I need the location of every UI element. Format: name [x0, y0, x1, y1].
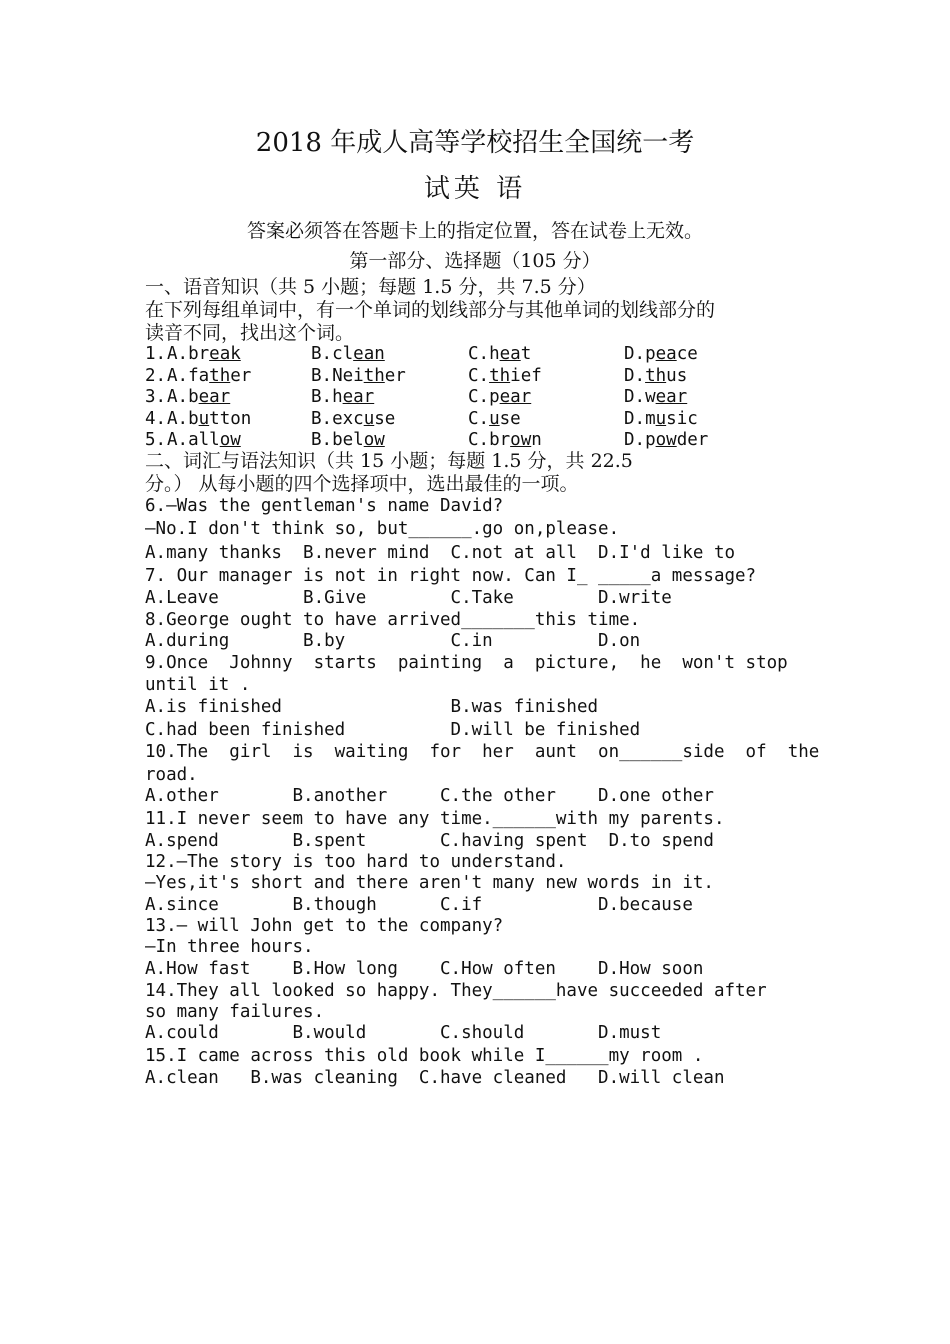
underlined-part: th — [645, 366, 667, 386]
exam-title-line2: 试英 语 — [423, 174, 527, 204]
underlined-part: ow — [219, 430, 241, 450]
option-text: us — [666, 366, 688, 386]
option-d — [624, 408, 698, 430]
option-a — [167, 386, 230, 408]
underlined-part: ea — [655, 344, 677, 364]
underlined-part: ear — [655, 387, 688, 407]
question-line: road. — [145, 765, 198, 785]
section2-heading-line2: 分。） 从每小题的四个选择项中，选出最佳的一项。 — [145, 473, 579, 495]
question-line: A.How fast B.How long C.How often D.How soon — [145, 959, 704, 979]
underlined-part: u — [363, 409, 375, 429]
option-text: er — [384, 366, 406, 386]
question-line: 6.—Was the gentleman's name David? — [145, 496, 504, 516]
option-b — [311, 386, 374, 408]
option-text: A.b — [167, 409, 199, 429]
section1-instruction-line1: 在下列每组单词中，有一个单词的划线部分与其他单词的划线部分的 — [145, 299, 716, 321]
option-text: C. — [468, 366, 490, 386]
question-line: A.Leave B.Give C.Take D.write — [145, 588, 672, 608]
question-line: 15.I came across this old book while I______my room . — [145, 1046, 704, 1066]
option-text: C.h — [468, 344, 500, 364]
option-text: D.p — [624, 430, 656, 450]
question-number: 1. — [145, 344, 167, 364]
section2-heading-line1: 二、词汇与语法知识（共 15 小题；每题 1.5 分，共 22.5 — [145, 450, 633, 472]
question-line: 10.The girl is waiting for her aunt on______side of the — [145, 742, 820, 762]
option-text: A.fa — [167, 366, 210, 386]
option-c — [468, 408, 521, 430]
option-b — [311, 343, 385, 365]
option-text: D.p — [624, 344, 656, 364]
question-line: 9.Once Johnny starts painting a picture, he won't stop — [145, 653, 788, 673]
question-line: A.clean B.was cleaning C.have cleaned D.will clean — [145, 1068, 725, 1088]
underlined-part: ow — [363, 430, 385, 450]
option-text: ce — [676, 344, 698, 364]
option-text: ief — [510, 366, 542, 386]
question-line: until it . — [145, 675, 251, 695]
part-title: 第一部分、选择题（105 分） — [349, 250, 601, 272]
underlined-part: ear — [198, 387, 231, 407]
option-text: der — [676, 430, 709, 450]
underlined-part: ean — [353, 344, 385, 364]
option-b — [311, 429, 385, 451]
option-text: B.h — [311, 387, 343, 407]
question-line: —No.I don't think so, but______.go on,please. — [145, 519, 620, 539]
underlined-part: ow — [510, 430, 532, 450]
exam-instruction: 答案必须答在答题卡上的指定位置，答在试卷上无效。 — [246, 220, 703, 242]
option-d — [624, 429, 708, 451]
question-line: so many failures. — [145, 1002, 325, 1022]
option-d — [624, 343, 698, 365]
option-text: D. — [624, 366, 646, 386]
option-a — [167, 343, 241, 365]
underlined-part: ear — [499, 387, 532, 407]
option-text: D.w — [624, 387, 656, 407]
question-line: A.since B.though C.if D.because — [145, 895, 693, 915]
underlined-part: ea — [499, 344, 521, 364]
option-text: A.all — [167, 430, 220, 450]
option-text: C.p — [468, 387, 500, 407]
option-text: C.br — [468, 430, 511, 450]
question-line: 14.They all looked so happy. They______have succeeded after — [145, 981, 767, 1001]
option-text: n — [531, 430, 542, 450]
option-text: B.bel — [311, 430, 364, 450]
option-c — [468, 365, 542, 387]
option-text: B.Nei — [311, 366, 364, 386]
option-a — [167, 365, 251, 387]
question-line: A.is finished B.was finished — [145, 697, 599, 717]
option-text: B.cl — [311, 344, 354, 364]
option-b — [311, 408, 395, 430]
option-c — [468, 386, 531, 408]
question-line: A.spend B.spent C.having spent D.to spend — [145, 831, 714, 851]
option-text: t — [520, 344, 532, 364]
option-text: se — [499, 409, 521, 429]
underlined-part: u — [655, 409, 667, 429]
option-text: D.m — [624, 409, 656, 429]
question-line: 13.— will John get to the company? — [145, 916, 504, 936]
option-text: se — [374, 409, 396, 429]
option-text: er — [230, 366, 252, 386]
question-line: A.could B.would C.should D.must — [145, 1023, 662, 1043]
section1-heading: 一、语音知识（共 5 小题；每题 1.5 分，共 7.5 分） — [145, 276, 596, 298]
question-number: 5. — [145, 430, 167, 450]
question-line: A.during B.by C.in D.on — [145, 631, 641, 651]
question-line: A.many thanks B.never mind C.not at all D.I'd like to — [145, 543, 736, 563]
section1-instruction-line2: 读音不同，找出这个词。 — [145, 322, 355, 344]
question-line: 8.George ought to have arrived_______this time. — [145, 610, 641, 630]
underlined-part: u — [198, 409, 210, 429]
underlined-part: th — [363, 366, 385, 386]
underlined-part: eak — [209, 344, 241, 364]
question-line: 7. Our manager is not in right now. Can I_ _____a message? — [145, 566, 757, 586]
option-d — [624, 365, 687, 387]
exam-title-line1: 2018 年成人高等学校招生全国统一考 — [255, 128, 695, 158]
option-b — [311, 365, 406, 387]
option-text: A.br — [167, 344, 210, 364]
option-a — [167, 408, 251, 430]
option-text: B.exc — [311, 409, 364, 429]
option-text: A.b — [167, 387, 199, 407]
option-c — [468, 343, 531, 365]
question-number: 4. — [145, 409, 167, 429]
question-line: 11.I never seem to have any time.______with my parents. — [145, 809, 725, 829]
option-c — [468, 429, 542, 451]
option-text: C. — [468, 409, 490, 429]
question-line: —Yes,it's short and there aren't many new words in it. — [145, 873, 714, 893]
underlined-part: ow — [655, 430, 677, 450]
underlined-part: u — [489, 409, 500, 429]
underlined-part: th — [489, 366, 511, 386]
question-number: 2. — [145, 366, 167, 386]
question-line: —In three hours. — [145, 937, 314, 957]
underlined-part: th — [209, 366, 231, 386]
question-number: 3. — [145, 387, 167, 407]
question-line: 12.—The story is too hard to understand. — [145, 852, 567, 872]
option-text: tton — [209, 409, 252, 429]
question-line: C.had been finished D.will be finished — [145, 720, 641, 740]
option-text: sic — [666, 409, 698, 429]
question-line: A.other B.another C.the other D.one other — [145, 786, 714, 806]
option-a — [167, 429, 241, 451]
underlined-part: ear — [342, 387, 375, 407]
option-d — [624, 386, 687, 408]
